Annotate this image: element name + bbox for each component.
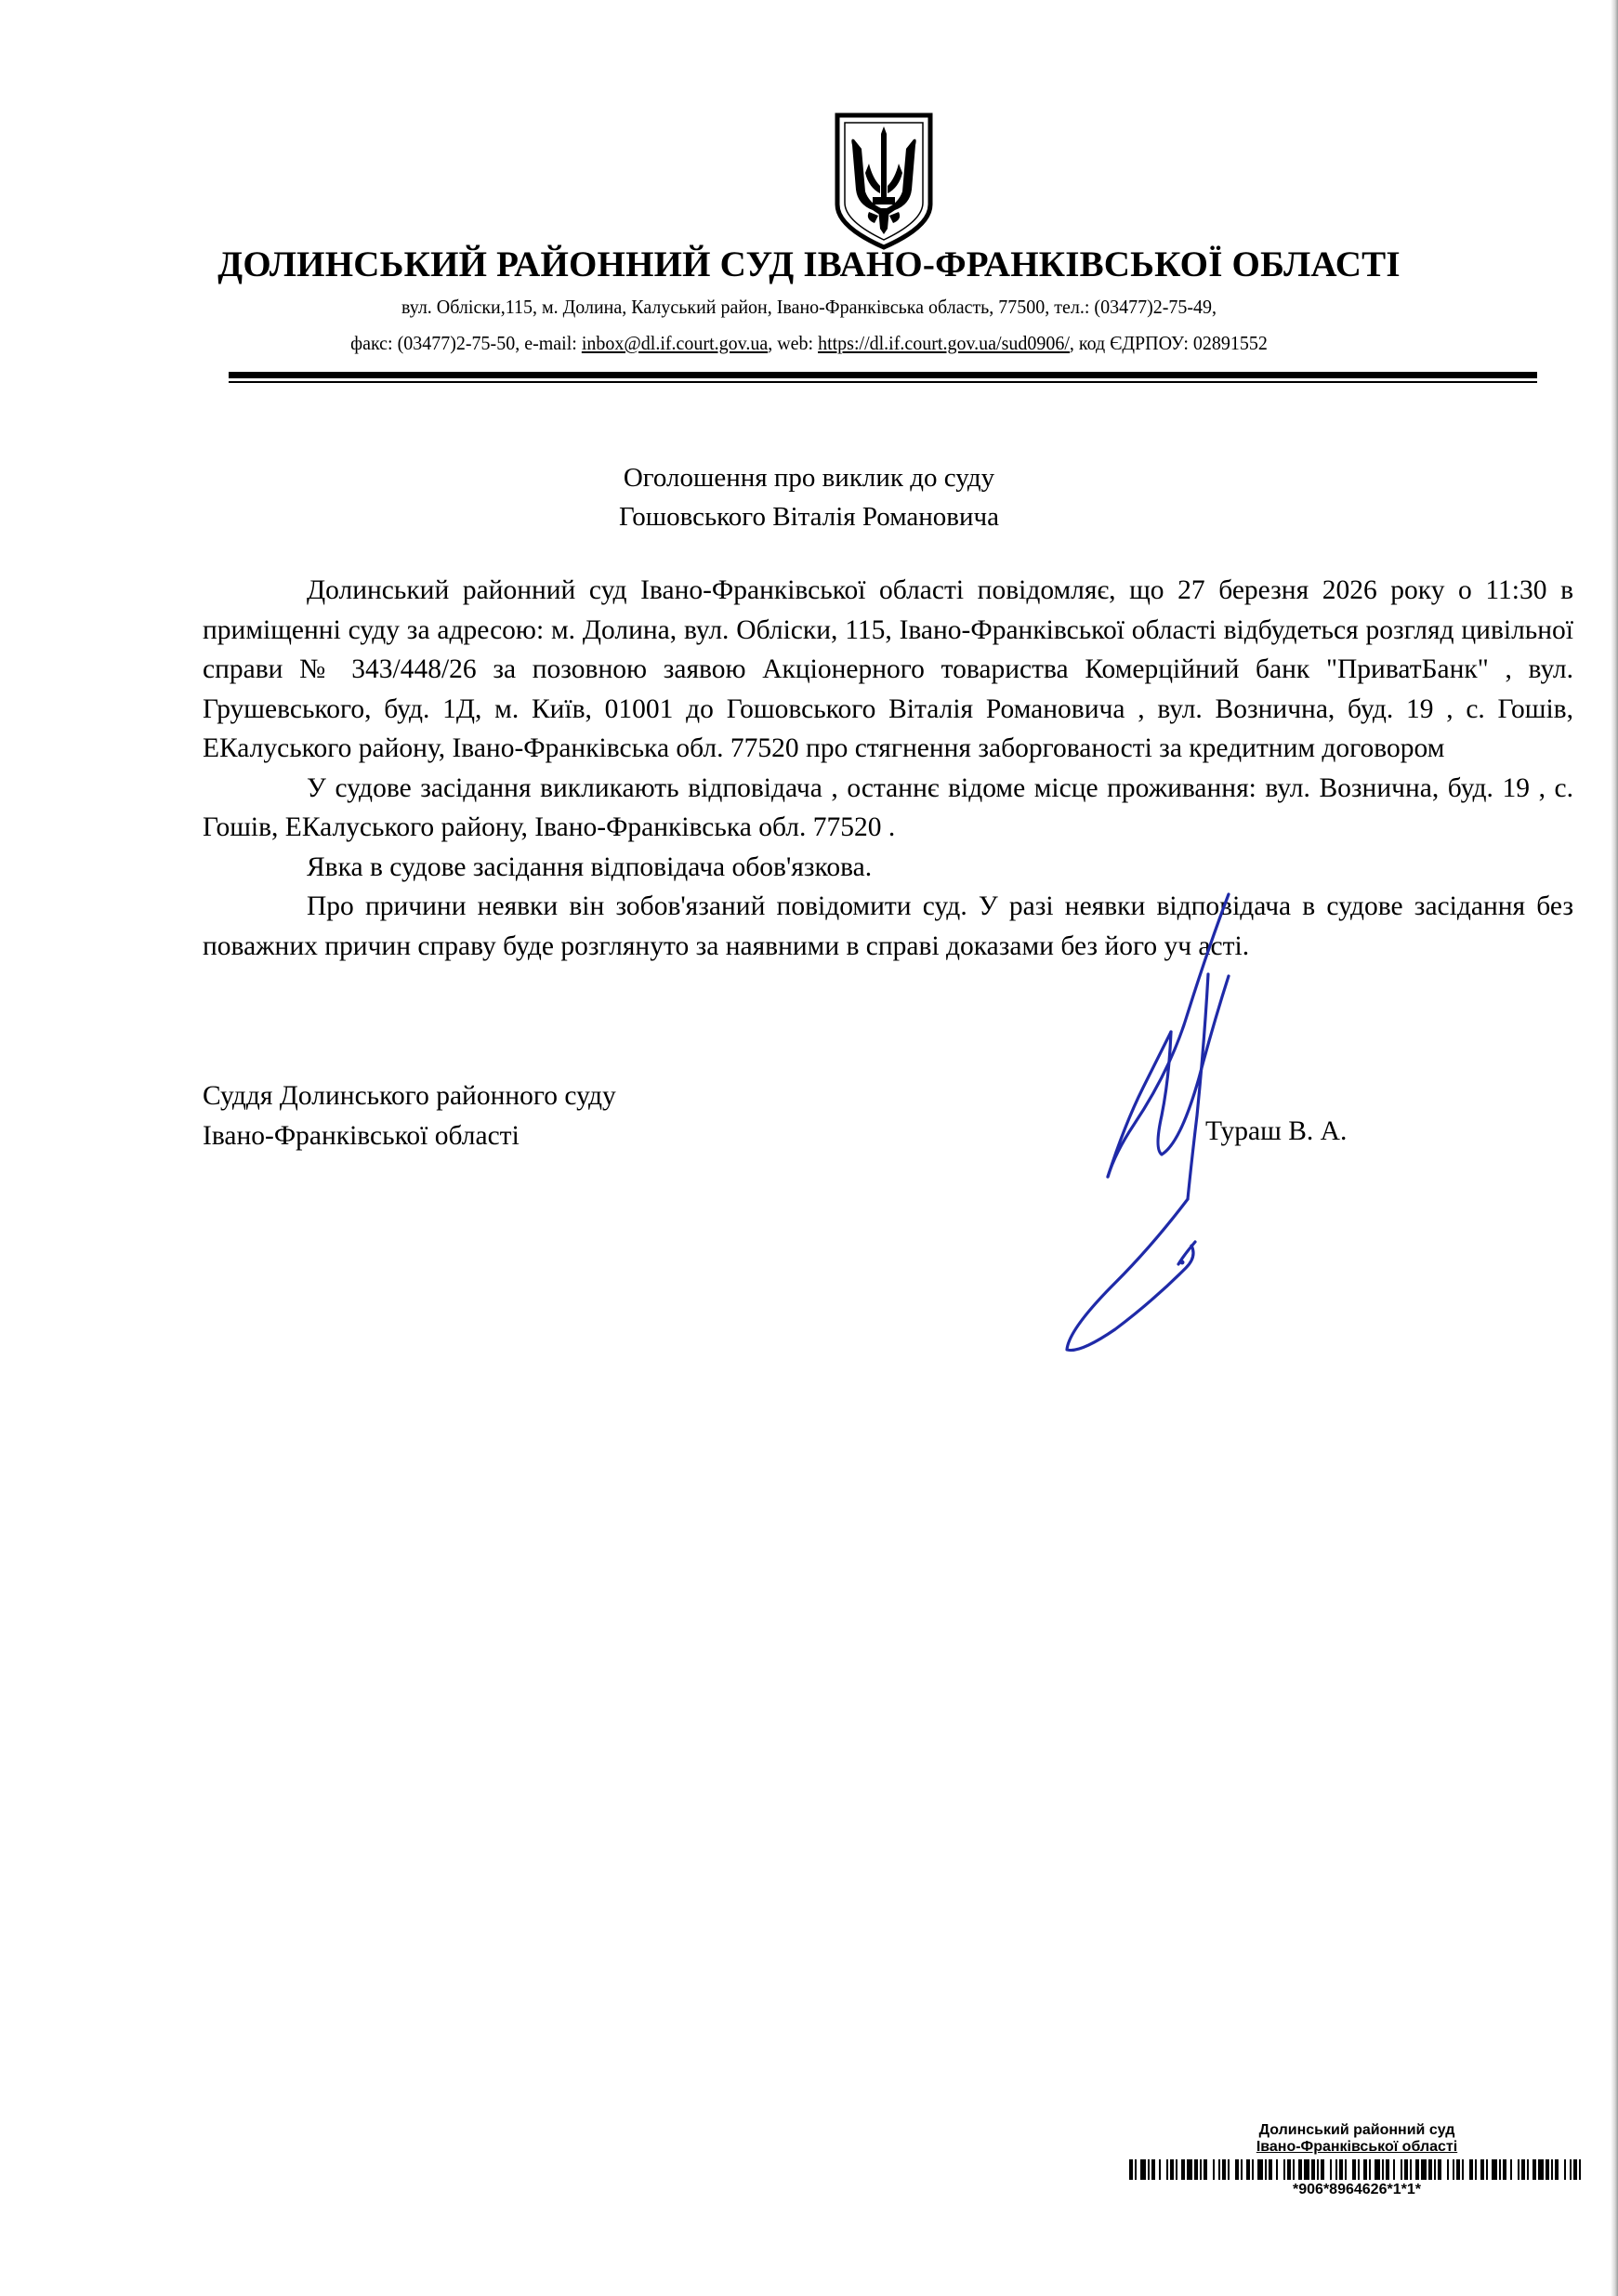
judge-title-line2: Івано-Франківської області <box>203 1121 520 1151</box>
notice-addressee: Гошовського Віталія Романовича <box>619 502 999 532</box>
edrpou-text: , код ЄДРПОУ: 02891552 <box>1069 332 1268 354</box>
website-link[interactable]: https://dl.if.court.gov.ua/sud0906/ <box>818 332 1070 354</box>
barcode-graphic <box>1129 2159 1585 2180</box>
court-name-heading: ДОЛИНСЬКИЙ РАЙОННИЙ СУД ІВАНО-ФРАНКІВСЬКОЇ ОБЛАСТІ <box>217 244 1401 284</box>
judge-title-block <box>203 1076 616 1156</box>
scan-edge-shadow <box>1611 0 1618 2296</box>
court-address-line: вул. Обліски,115, м. Долина, Калуський район, Івано-Франківська область, 77500, тел.: (03477)2-75-49, <box>401 296 1217 318</box>
letterhead-divider-thick <box>229 372 1537 378</box>
email-link[interactable]: inbox@dl.if.court.gov.ua <box>581 332 769 354</box>
judge-name: Тураш В. А. <box>1205 1116 1348 1146</box>
notice-paragraph-hearing: Долинський районний суд Івано-Франківської області повідомляє, що 27 березня 2026 року о 11:30 в приміщенні суду за адресою: м. Долина, вул. Обліски, 115, Івано-Франківської області відбудеться розгляд цивільної справи № 343/448/26 за позовною заявою Акціонерного товариства Комерційний банк "ПриватБанк" , вул. Грушевського, буд. 1Д, м. Київ, 01001 до Гошовського Віталія Романовича , вул. Вознична, буд. 19 , с. Гошів, ЕКалуського району, Івано-Франківська обл. 77520 про стягнення заборгованості за кредитним договором <box>203 575 1573 763</box>
barcode-number: *906*8964626*1*1* <box>1293 2182 1421 2197</box>
notice-body <box>203 571 1573 966</box>
handwritten-signature <box>1032 892 1310 1394</box>
court-contact-line <box>57 332 1561 355</box>
notice-paragraph-attendance: Явка в судове засідання відповідача обов'язкова. <box>307 851 873 882</box>
letterhead-divider-thin <box>229 381 1537 383</box>
notice-paragraph-summons: У судове засідання викликають відповідача , останнє відоме місце проживання: вул. Вознична, буд. 19 , с. Гошів, ЕКалуського району, Івано-Франківська обл. 77520 . <box>203 772 1573 842</box>
notice-title: Оголошення про виклик до суду <box>623 463 995 493</box>
notice-paragraph-consequences: Про причини неявки він зобов'язаний повідомити суд. У разі неявки відповідача в судове засідання без поважних причин справу буде розглянуто за наявними в справі доказами без його уч асті. <box>203 891 1573 961</box>
coat-of-arms-icon <box>832 112 936 251</box>
stamp-court-line2: Івано-Франківської області <box>1256 2139 1458 2155</box>
registry-barcode-stamp <box>1125 2122 1589 2198</box>
judge-title-line1: Суддя Долинського районного суду <box>203 1081 616 1111</box>
fax-text: факс: (03477)2-75-50, e-mail: <box>350 332 582 354</box>
web-prefix-text: , web: <box>768 332 819 354</box>
stamp-court-line1: Долинський районний суд <box>1258 2122 1455 2138</box>
